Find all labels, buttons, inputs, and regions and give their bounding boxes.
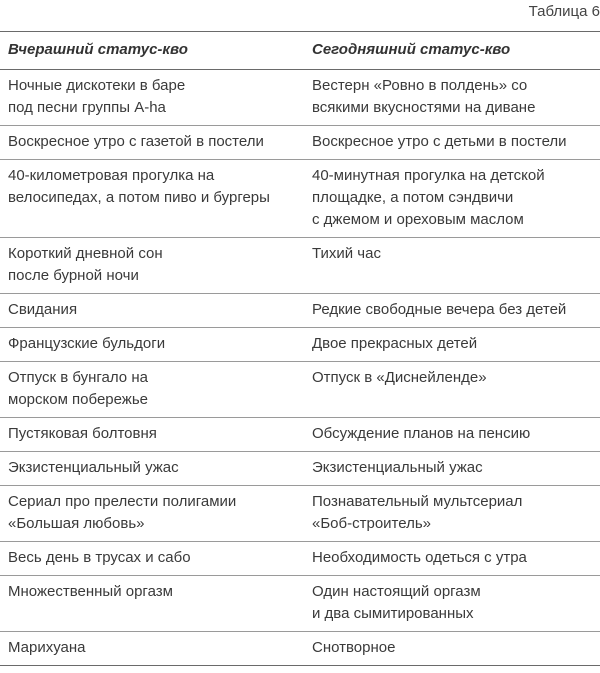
cell-before bbox=[0, 238, 312, 293]
cell-after bbox=[312, 486, 600, 541]
cell-after bbox=[312, 418, 600, 451]
table-row bbox=[0, 632, 600, 666]
cell-before bbox=[0, 126, 312, 159]
table-row bbox=[0, 126, 600, 160]
cell-line: Тихий час bbox=[312, 245, 381, 262]
cell-after bbox=[312, 160, 600, 237]
cell-line: Марихуана bbox=[8, 639, 86, 656]
cell-line: Короткий дневной сон bbox=[8, 245, 163, 262]
cell-before bbox=[0, 70, 312, 125]
cell-before bbox=[0, 452, 312, 485]
table-caption: Таблица 6 bbox=[528, 3, 600, 20]
cell-after bbox=[312, 294, 600, 327]
cell-line: 40-минутная прогулка на детской bbox=[312, 167, 545, 184]
cell-line: Весь день в трусах и сабо bbox=[8, 549, 191, 566]
cell-line: велосипедах, а потом пиво и бургеры bbox=[8, 189, 270, 206]
table-row bbox=[0, 576, 600, 632]
table-row bbox=[0, 362, 600, 418]
column-header-after: Сегодняшний статус-кво bbox=[312, 41, 511, 58]
cell-after bbox=[312, 542, 600, 575]
cell-line: Один настоящий оргазм bbox=[312, 583, 481, 600]
cell-before bbox=[0, 294, 312, 327]
cell-line: «Большая любовь» bbox=[8, 515, 145, 532]
cell-after bbox=[312, 70, 600, 125]
cell-line: Отпуск в «Диснейленде» bbox=[312, 369, 487, 386]
status-quo-table bbox=[0, 31, 600, 666]
cell-line: всякими вкусностями на диване bbox=[312, 99, 536, 116]
cell-before bbox=[0, 632, 312, 665]
cell-line: Экзистенциальный ужас bbox=[8, 459, 179, 476]
cell-line: Ночные дискотеки в баре bbox=[8, 77, 186, 94]
cell-line: Сериал про прелести полигамии bbox=[8, 493, 237, 510]
table-row bbox=[0, 160, 600, 238]
table-row bbox=[0, 486, 600, 542]
cell-line: после бурной ночи bbox=[8, 267, 139, 284]
cell-after bbox=[312, 576, 600, 631]
cell-line: с джемом и ореховым маслом bbox=[312, 211, 524, 228]
cell-line: Снотворное bbox=[312, 639, 396, 656]
table-header-row bbox=[0, 32, 600, 70]
cell-line: и два сымитированных bbox=[312, 605, 474, 622]
cell-line: Свидания bbox=[8, 301, 78, 318]
cell-before bbox=[0, 542, 312, 575]
cell-line: Французские бульдоги bbox=[8, 335, 166, 352]
cell-before bbox=[0, 362, 312, 417]
table-row bbox=[0, 70, 600, 126]
table-row bbox=[0, 542, 600, 576]
table-body bbox=[0, 70, 600, 666]
table-row bbox=[0, 328, 600, 362]
cell-line: площадке, а потом сэндвичи bbox=[312, 189, 514, 206]
cell-line: Воскресное утро с детьми в постели bbox=[312, 133, 567, 150]
cell-line: Множественный оргазм bbox=[8, 583, 173, 600]
cell-line: Отпуск в бунгало на bbox=[8, 369, 148, 386]
cell-line: Пустяковая болтовня bbox=[8, 425, 157, 442]
cell-line: Экзистенциальный ужас bbox=[312, 459, 483, 476]
table-row bbox=[0, 418, 600, 452]
cell-after bbox=[312, 362, 600, 417]
cell-after bbox=[312, 328, 600, 361]
cell-before bbox=[0, 486, 312, 541]
cell-before bbox=[0, 328, 312, 361]
cell-after bbox=[312, 452, 600, 485]
cell-line: под песни группы A-ha bbox=[8, 99, 166, 116]
cell-before bbox=[0, 576, 312, 631]
table-row bbox=[0, 452, 600, 486]
cell-line: 40-километровая прогулка на bbox=[8, 167, 215, 184]
cell-after bbox=[312, 238, 600, 293]
table-row bbox=[0, 294, 600, 328]
cell-after bbox=[312, 126, 600, 159]
cell-before bbox=[0, 418, 312, 451]
cell-line: Воскресное утро с газетой в постели bbox=[8, 133, 264, 150]
table-row bbox=[0, 238, 600, 294]
cell-line: Необходимость одеться с утра bbox=[312, 549, 527, 566]
column-header-before: Вчерашний статус-кво bbox=[8, 41, 188, 58]
cell-line: «Боб-строитель» bbox=[312, 515, 432, 532]
cell-line: Вестерн «Ровно в полдень» со bbox=[312, 77, 528, 94]
cell-after bbox=[312, 632, 600, 665]
cell-before bbox=[0, 160, 312, 237]
cell-line: Обсуждение планов на пенсию bbox=[312, 425, 531, 442]
cell-line: Двое прекрасных детей bbox=[312, 335, 478, 352]
cell-line: Познавательный мультсериал bbox=[312, 493, 523, 510]
cell-line: морском побережье bbox=[8, 391, 148, 408]
cell-line: Редкие свободные вечера без детей bbox=[312, 301, 567, 318]
